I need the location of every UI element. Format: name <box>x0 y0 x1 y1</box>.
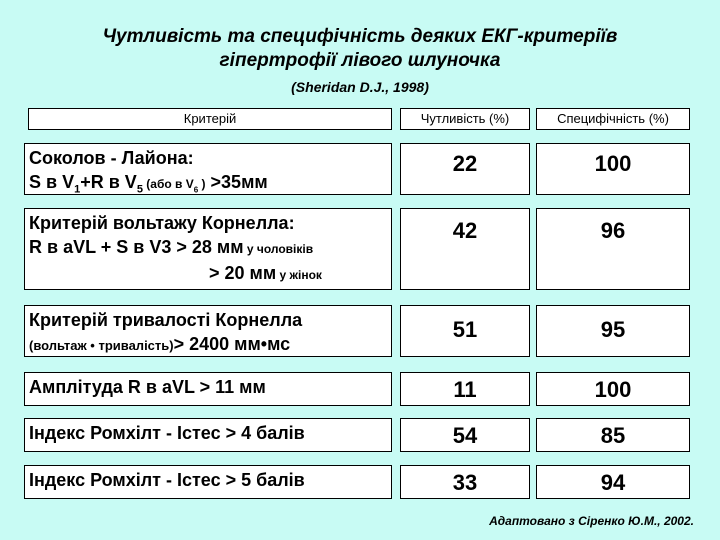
row-1-line-1: Соколов - Лайона: <box>29 148 194 168</box>
row-1-text-c: >35мм <box>205 172 268 192</box>
row-3-line-2 <box>29 332 387 358</box>
row-2-small-3: у жінок <box>276 268 322 282</box>
sensitivity-value: 42 <box>400 208 530 290</box>
criterion-r-avl: Амплітуда R в aVL > 11 мм <box>24 372 392 406</box>
row-3-text: > 2400 мм•мс <box>173 334 291 354</box>
row-1-text-a: S в V <box>29 172 75 192</box>
row-2-small: у чоловіків <box>243 242 314 256</box>
sensitivity-value: 11 <box>400 372 530 406</box>
row-2-line-2 <box>29 235 387 261</box>
criterion-romhilt-4: Індекс Ромхілт - Істес > 4 балів <box>24 418 392 452</box>
specificity-value: 95 <box>536 305 690 357</box>
header-sensitivity: Чутливість (%) <box>400 108 530 130</box>
criterion-cornell-voltage <box>24 208 392 290</box>
row-1-sub-2: 5 <box>136 183 143 196</box>
specificity-value: 96 <box>536 208 690 290</box>
specificity-value: 85 <box>536 418 690 452</box>
sensitivity-value: 54 <box>400 418 530 452</box>
row-2-line-1: Критерій вольтажу Корнелла: <box>29 213 295 233</box>
row-1-small-end: ) <box>198 177 206 191</box>
header-criterion: Критерій <box>28 108 392 130</box>
row-1-sub-1: 1 <box>74 183 81 196</box>
sensitivity-value: 22 <box>400 143 530 195</box>
specificity-value: 100 <box>536 143 690 195</box>
row-1-small-sub: 6 <box>193 185 199 195</box>
footer-attribution: Адаптовано з Сіренко Ю.М., 2002. <box>489 514 694 528</box>
header-specificity: Специфічність (%) <box>536 108 690 130</box>
row-1-small: (або в V <box>142 177 194 191</box>
row-2-text: R в aVL + S в V3 > 28 мм <box>29 237 244 257</box>
criterion-cornell-duration <box>24 305 392 357</box>
title-line-1: Чутливість та специфічність деяких ЕКГ-критеріїв <box>102 26 618 47</box>
row-3-line-1: Критерій тривалості Корнелла <box>29 310 303 330</box>
row-1-text-b: +R в V <box>80 172 137 192</box>
row-1-line-2 <box>29 170 387 203</box>
sensitivity-value: 33 <box>400 465 530 499</box>
specificity-value: 94 <box>536 465 690 499</box>
source-citation: (Sheridan D.J., 1998) <box>291 79 429 95</box>
row-2-line-3 <box>29 261 387 287</box>
sensitivity-value: 51 <box>400 305 530 357</box>
criterion-romhilt-5: Індекс Ромхілт - Істес > 5 балів <box>24 465 392 499</box>
row-2-text-3: > 20 мм <box>209 263 277 283</box>
title-line-2: гіпертрофії лівого шлуночка <box>219 50 501 71</box>
specificity-value: 100 <box>536 372 690 406</box>
criterion-sokolov <box>24 143 392 195</box>
row-3-small: (вольтаж • тривалість) <box>29 338 174 353</box>
